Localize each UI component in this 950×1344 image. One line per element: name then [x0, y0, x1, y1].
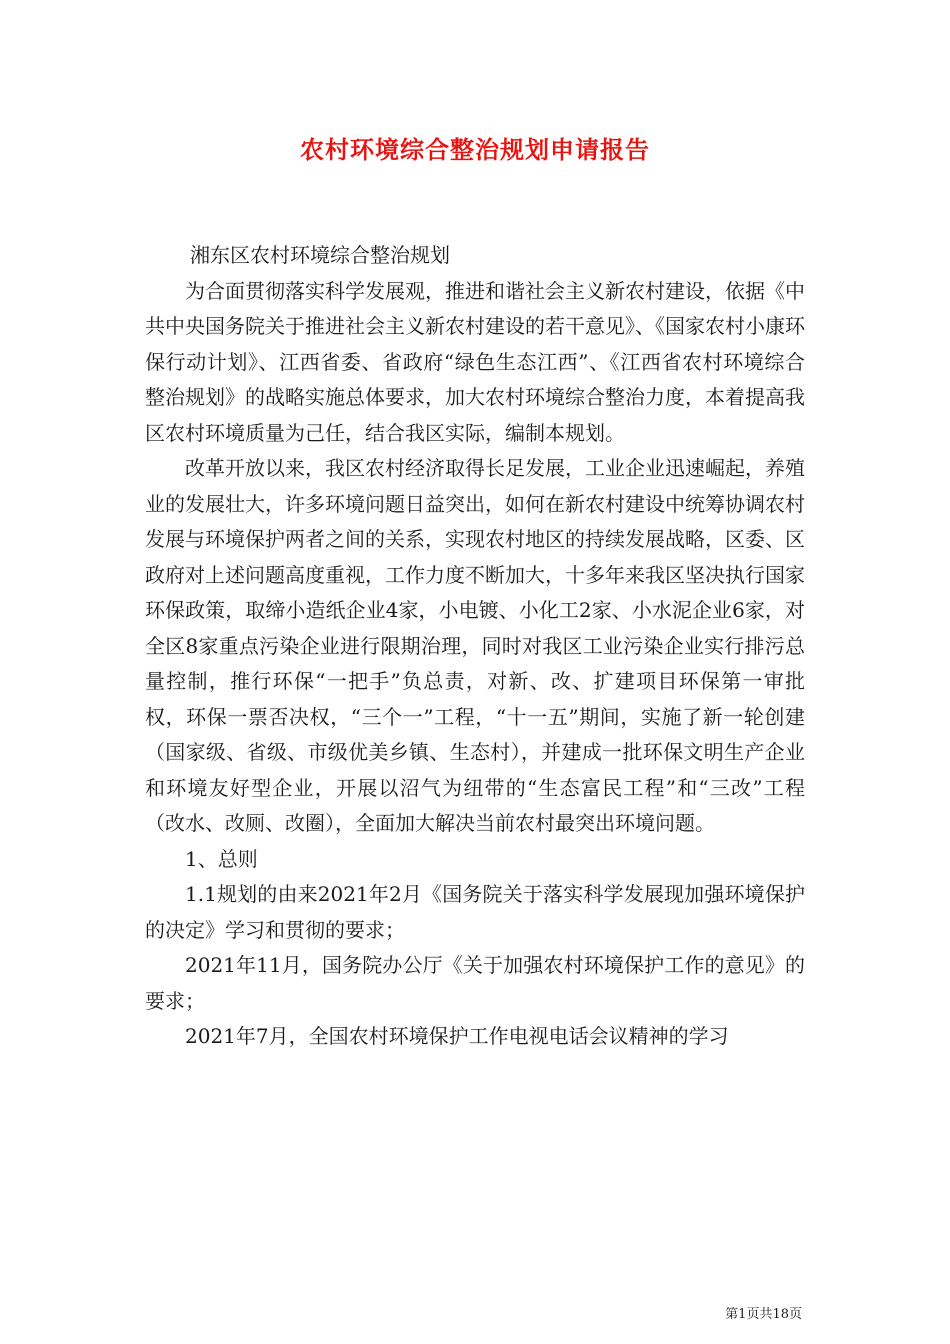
document-subtitle: 湘东区农村环境综合整治规划	[190, 243, 450, 267]
document-body	[145, 238, 805, 1055]
paragraph-origin: 1.1规划的由来2021年2月《国务院关于落实科学发展现加强环境保护的决定》学习和贯彻的要求；	[145, 882, 805, 942]
paragraph-jul-2021: 2021年7月，全国农村环境保护工作电视电话会议精神的学习	[185, 1024, 729, 1048]
paragraph-nov-2021: 2021年11月，国务院办公厅《关于加强农村环境保护工作的意见》的要求；	[145, 953, 805, 1013]
paragraph-intro: 为合面贯彻落实科学发展观，推进和谐社会主义新农村建设，依据《中共中央国务院关于推进社会主义新农村建设的若干意见》、《国家农村小康环保行动计划》、江西省委、省政府“绿色生态江西”、《江西省农村环境综合整治规划》的战略实施总体要求，加大农村环境综合整治力度，本着提高我区农村环境质量为己任，结合我区实际，编制本规划。	[145, 278, 805, 445]
document-title: 农村环境综合整治规划申请报告	[300, 135, 650, 164]
page-number: 第1页共18页	[725, 1307, 802, 1322]
section-heading-general: 1、总则	[185, 846, 258, 871]
paragraph-background: 改革开放以来，我区农村经济取得长足发展，工业企业迅速崛起，养殖业的发展壮大，许多环境问题日益突出，如何在新农村建设中统筹协调农村发展与环境保护两者之间的关系，实现农村地区的持续发展战略，区委、区政府对上述问题高度重视，工作力度不断加大，十多年来我区坚决执行国家环保政策，取缔小造纸企业4家，小电镀、小化工2家、小水泥企业6家，对全区8家重点污染企业进行限期治理，同时对我区工业污染企业实行排污总量控制，推行环保“一把手”负总责，对新、改、扩建项目环保第一审批权，环保一票否决权，“三个一”工程，“十一五”期间，实施了新一轮创建（国家级、省级、市级优美乡镇、生态村），并建成一批环保文明生产企业和环境友好型企业，开展以沼气为纽带的“生态富民工程”和“三改”工程（改水、改厕、改圈），全面加大解决当前农村最突出环境问题。	[145, 456, 805, 835]
